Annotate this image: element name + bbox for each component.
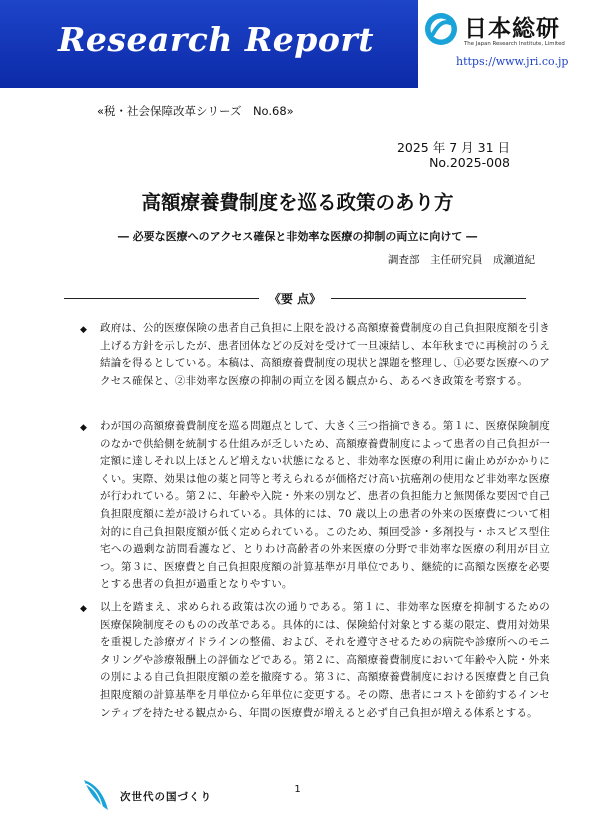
page-number: 1 bbox=[294, 784, 301, 795]
diamond-bullet-icon: ◆ bbox=[80, 604, 87, 614]
website-link[interactable]: https://www.jri.co.jp bbox=[456, 55, 569, 68]
summary-bullet bbox=[80, 599, 550, 722]
jri-logo-icon bbox=[424, 12, 458, 46]
summary-heading bbox=[64, 290, 526, 307]
report-number: No.2025-008 bbox=[429, 155, 510, 170]
logo-name: 日本総研 bbox=[464, 16, 560, 42]
summary-bullet bbox=[80, 418, 550, 594]
logo-english-name: The Japan Research Institute, Limited bbox=[464, 41, 565, 47]
bullet-text: 以上を踏まえ、求められる政策は次の通りである。第１に、非効率な医療を抑制するための医療保険制度そのものの改革である。具体的には、保険給付対象とする薬の限定、費用対効果を重視した診療ガイドラインの整備、および、それを遵守させるための病院や診療所へのモニタリングや診療報酬上の評価などである。第２に、高額療養費制度において年齢や入院・外来の別による自己負担限度額の差を撤廃する。第３に、高額療養費制度における医療費と自己負担限度額の計算基準を月単位から年単位に変更する。その際、患者にコストを節約するインセンティブを持たせる観点から、年間の医療費が増えると必ず自己負担が増える体系とする。 bbox=[100, 601, 550, 719]
footer-tagline: 次世代の国づくり bbox=[120, 791, 212, 803]
banner-title: Research Report bbox=[58, 20, 374, 59]
bullet-text: わが国の高額療養費制度を巡る問題点として、大きく三つ指摘できる。第１に、医療保険制度のなかで供給側を統制する仕組みが乏しいため、高額療養費制度によって患者の自己負担が一定額に達しそれ以上ほとんど増えない状態になると、非効率な医療の利用に歯止めがかかりにくい。実際、効果は他の薬と同等と考えられるが価格だけ高い抗癌剤の使用など非効率な医療が行われている。第２に、年齢や入院・外来の別など、患者の負担能力と無関係な要因で自己負担限度額に差が設けられている。具体的には、70 歳以上の患者の外来の医療費について相対的に自己負担限度額が低く定められている。このため、頻回受診・多剤投与・ホスピス型住宅への過剰な訪問看護など、とりわけ高齢者の外来医療の分野で非効率な医療の利用が目立つ。第３に、医療費と自己負担限度額の計算基準が月単位であり、継続的に高額な医療を必要とする患者の負担が過重となりやすい。 bbox=[100, 420, 550, 591]
heading-rule-left bbox=[64, 298, 259, 299]
summary-heading-label: 《要 点》 bbox=[268, 292, 322, 306]
report-date: 2025 年 7 月 31 日 bbox=[396, 140, 510, 155]
author-line: 調査部 主任研究員 成瀬道紀 bbox=[388, 254, 535, 266]
page-title: 高額療養費制度を巡る政策のあり方 bbox=[141, 191, 454, 214]
heading-rule-right bbox=[331, 298, 526, 299]
diamond-bullet-icon: ◆ bbox=[80, 325, 87, 335]
report-banner bbox=[0, 0, 418, 88]
bullet-text: 政府は、公的医療保険の患者自己負担に上限を設ける高額療養費制度の自己負担限度額を引き上げる方針を示したが、患者団体などの反対を受けて一旦凍結し、本年秋までに再検討のうえ結論を得るとしている。本稿は、高額療養費制度の現状と課題を整理し、①必要な医療へのアクセス確保と、②非効率な医療の抑制の両立を図る観点から、あるべき政策を考察する。 bbox=[100, 322, 550, 387]
diamond-bullet-icon: ◆ bbox=[80, 423, 87, 433]
summary-bullet bbox=[80, 320, 550, 390]
series-label: «税・社会保障改革シリーズ No.68» bbox=[97, 104, 294, 118]
page-subtitle: ― 必要な医療へのアクセス確保と非効率な医療の抑制の両立に向けて ― bbox=[117, 230, 478, 243]
